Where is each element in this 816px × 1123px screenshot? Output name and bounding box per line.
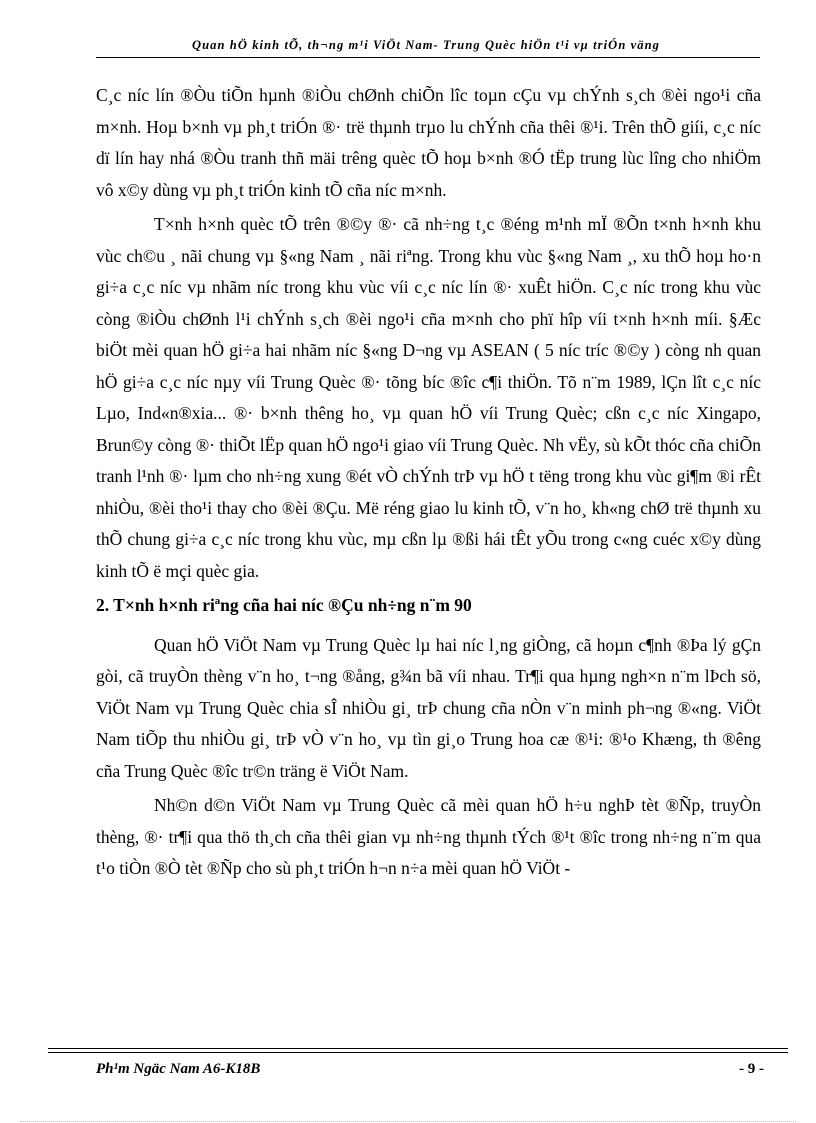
footer-divider-top [48, 1048, 788, 1049]
section-heading: 2. T×nh h×nh riªng cña hai níc ®Çu nh÷ng n¨m 90 [96, 595, 472, 615]
footer-author: Ph¹m Ngäc Nam A6-K18B [96, 1061, 261, 1077]
body-text [96, 80, 761, 885]
header-divider [96, 57, 760, 58]
paragraph-3: Quan hÖ ViÖt Nam vµ Trung Quèc lµ hai níc l¸ng giÒng, cã hoµn c¶nh ®Þa lý gÇn gòi, cã truyÒn thèng v¨n ho¸ t¬ng ®ång, g¾n bã víi nhau. Tr¶i qua hµng ngh×n n¨m lÞch sö, ViÖt Nam vµ Trung Quèc chia sÎ nhiÒu gi¸ trÞ chung cña nÒn v¨n minh ph¬ng ®«ng. ViÖt Nam tiÕp thu nhiÒu gi¸ trÞ vÒ v¨n ho¸ vµ tìn gi¸o Trung hoa cæ ®¹i: ®¹o Khæng, th ®êng cña Trung Quèc ®îc tr©n träng ë ViÖt Nam. [96, 634, 761, 781]
paragraph-4: Nh©n d©n ViÖt Nam vµ Trung Quèc cã mèi quan hÖ h÷u nghÞ tèt ®Ñp, truyÒn thèng, ®· tr¶i qua thö th¸ch cña thêi gian vµ nh÷ng thµnh tÝch ®¹t ®îc trong nh÷ng n¨m qua t¹o tiÒn ®Ò tèt ®Ñp cho sù ph¸t triÓn h¬n n÷a mèi quan hÖ ViÖt - [96, 795, 761, 878]
paragraph-2: T×nh h×nh quèc tÕ trên ®©y ®· cã nh÷ng t¸c ®éng m¹nh mÏ ®Õn t×nh h×nh khu vùc ch©u ¸ nãi chung vµ §«ng Nam ¸ nãi riªng. Trong khu vùc §«ng Nam ¸, xu thÕ hoµ ho·n gi÷a c¸c níc vµ nhãm níc trong khu vùc víi c¸c níc lín ®· xuÊt hiÖn. C¸c níc trong khu vùc còng ®iÒu chØnh l¹i chÝnh s¸ch ®èi ngo¹i cña m×nh cho phï hîp víi t×nh h×nh míi. §Æc biÖt mèi quan hÖ gi÷a hai nhãm níc §«ng D¬ng vµ ASEAN ( 5 níc tríc ®©y ) còng nh quan hÖ gi÷a c¸c níc nµy víi Trung Quèc ®· tõng bíc ®îc c¶i thiÖn. Tõ n¨m 1989, lÇn lît c¸c níc Lµo, Ind«n®xia... ®· b×nh thêng ho¸ vµ quan hÖ víi Trung Quèc; cßn c¸c níc Xingapo, Brun©y còng ®· thiÕt lËp quan hÖ ngo¹i giao víi Trung Quèc. Nh vËy, sù kÕt thóc cña chiÕn tranh l¹nh ®· lµm cho nh÷ng xung ®ét vÒ chÝnh trÞ vµ hÖ t tëng trong khu vùc gi¶m ®i rÊt nhiÒu, ®èi tho¹i thay cho ®èi ®Çu. Më réng giao lu kinh tÕ, v¨n ho¸ kh«ng chØ trë thµnh xu thÕ chung gi÷a c¸c níc trong khu vùc, mµ cßn lµ ®ßi hái tÊt yÕu trong c«ng cuéc x©y dùng kinh tÕ ë mçi quèc gia. [96, 214, 761, 581]
paragraph-1: C¸c níc lín ®Òu tiÕn hµnh ®iÒu chØnh chiÕn lîc toµn cÇu vµ chÝnh s¸ch ®èi ngo¹i cña m×nh. Hoµ b×nh vµ ph¸t triÓn ®· trë thµnh trµo lu chÝnh cña thêi ®¹i. Trên thÕ giíi, c¸c níc dï lín hay nhá ®Òu tranh thñ mäi trêng quèc tÕ hoµ b×nh ®Ó tËp trung lùc lîng cho nhiÖm vô x©y dùng vµ ph¸t triÓn kinh tÕ cña níc m×nh. [96, 85, 761, 200]
running-header: Quan hÖ kinh tÕ, th¬ng m¹i ViÖt Nam- Trung Quèc hiÖn t¹i vµ triÓn väng [192, 38, 660, 52]
page-edge-dotted-line [20, 1121, 796, 1122]
page-number: - 9 - [739, 1061, 764, 1077]
footer-divider-bottom [48, 1052, 788, 1053]
